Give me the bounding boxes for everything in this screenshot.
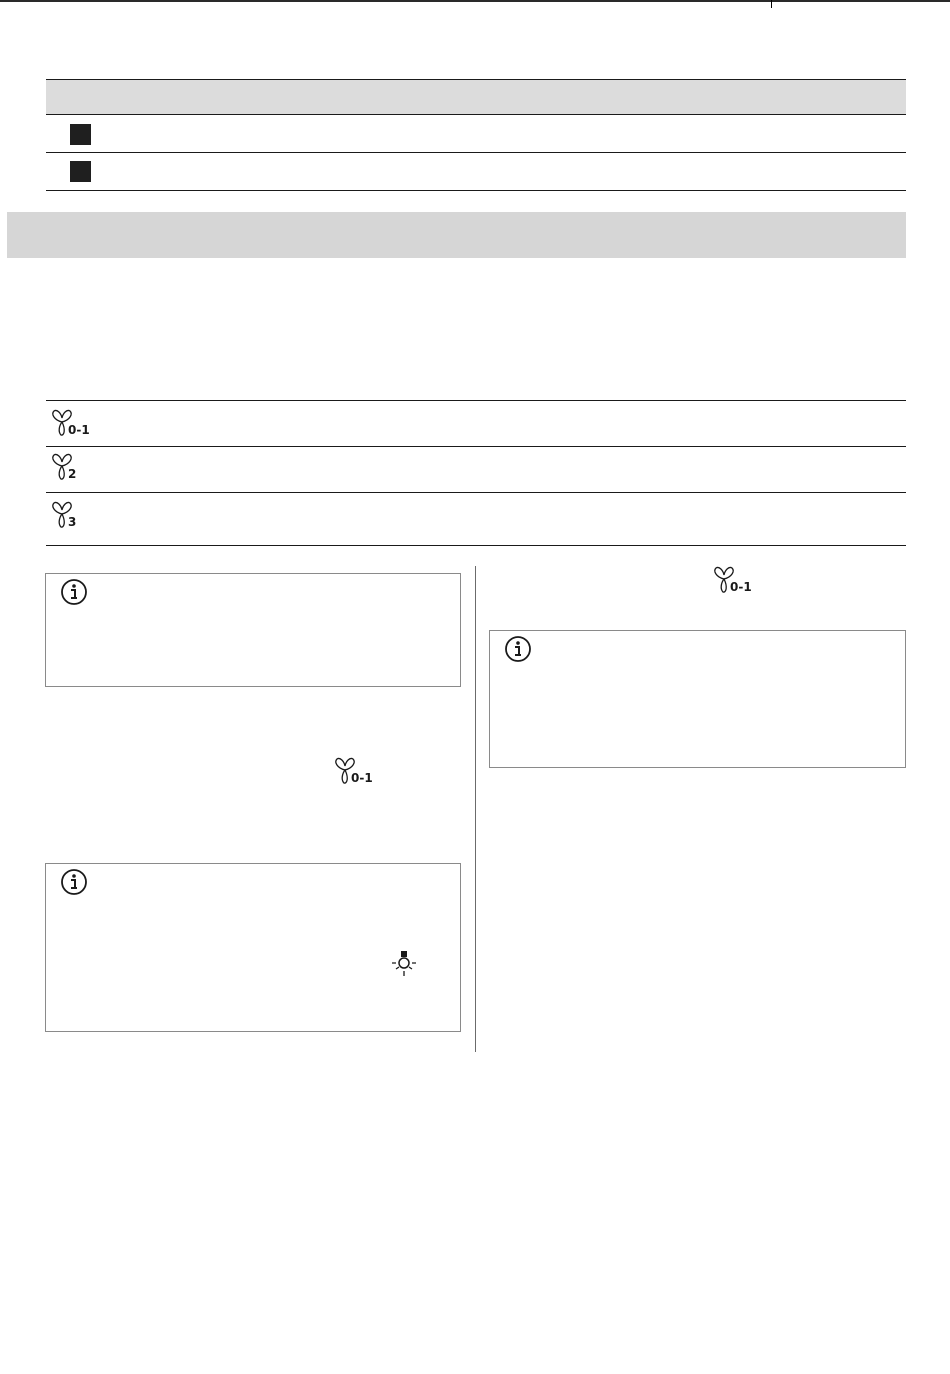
table-rule [46, 545, 906, 546]
info-icon [60, 578, 88, 606]
table-row [46, 115, 906, 153]
info-note-box [489, 630, 906, 768]
table-rule [46, 446, 906, 447]
fan-icon [50, 408, 98, 438]
fan-speed-sub: 0-1 [351, 771, 373, 785]
fan-icon [712, 565, 760, 595]
fan-speed-row [50, 500, 98, 530]
table-header [46, 79, 906, 115]
table-row [46, 153, 906, 191]
filled-square-icon [70, 161, 91, 182]
table-rule [46, 492, 906, 493]
fan-speed-sub: 2 [68, 467, 77, 481]
fan-speed-sub: 0-1 [68, 423, 90, 437]
inline-fan-icon-wrap [712, 565, 760, 595]
section-header-band [7, 212, 906, 258]
light-bulb-icon [390, 949, 418, 979]
info-note-box [45, 863, 461, 1032]
info-icon [504, 635, 532, 663]
top-rule [0, 0, 950, 2]
fan-icon [50, 452, 98, 482]
fan-icon [50, 500, 98, 530]
info-note-box [45, 573, 461, 687]
fan-speed-row [50, 452, 98, 482]
table-rule [46, 400, 906, 401]
column-divider [475, 566, 476, 1052]
inline-fan-icon-wrap [333, 756, 381, 786]
fan-speed-row [50, 408, 98, 438]
fan-icon [333, 756, 381, 786]
fan-speed-sub: 3 [68, 515, 77, 529]
crop-mark [771, 0, 772, 8]
filled-square-icon [70, 124, 91, 145]
fan-speed-sub: 0-1 [730, 580, 752, 594]
info-icon [60, 868, 88, 896]
